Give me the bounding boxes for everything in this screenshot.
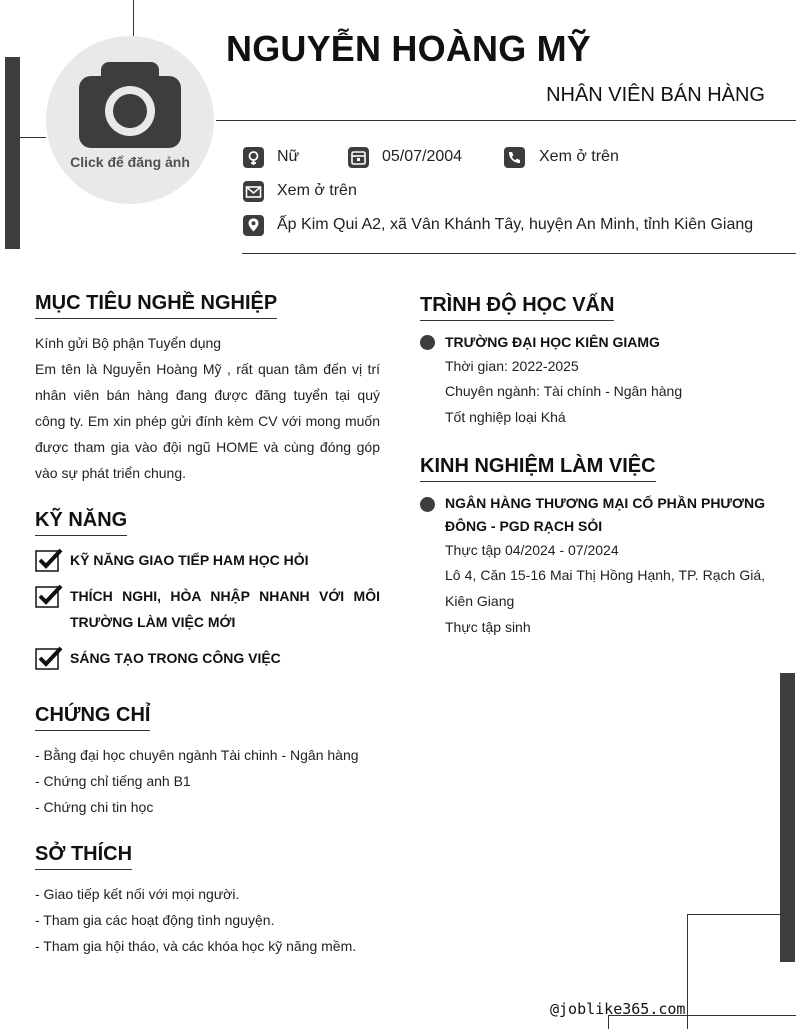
company-name: NGÂN HÀNG THƯƠNG MẠI CỐ PHẦN PHƯƠNG ĐÔNG - PGD RẠCH SỎI (445, 495, 765, 534)
location-icon (243, 215, 264, 236)
objective-greeting: Kính gửi Bộ phận Tuyển dụng (35, 335, 222, 351)
experience-heading: KINH NGHIỆM LÀM VIỆC (420, 455, 656, 482)
avatar-caption: Click để đăng ảnh (70, 154, 190, 170)
candidate-name: NGUYỄN HOÀNG MỸ (226, 28, 592, 69)
education-time: Thời gian: 2022-2025 (445, 358, 579, 374)
job-title: NHÂN VIÊN BÁN HÀNG (546, 84, 765, 106)
email-value: Xem ở trên (277, 182, 357, 199)
header-divider (216, 120, 796, 121)
phone-icon (504, 147, 525, 168)
checkbox-checked-icon (35, 548, 63, 572)
experience-role: Thực tập sinh (445, 619, 531, 635)
gender-value: Nữ (277, 148, 300, 165)
left-accent-bar (5, 57, 20, 249)
left-horizontal-line (20, 137, 46, 138)
checkbox-checked-icon (35, 646, 63, 670)
phone-value: Xem ở trên (539, 148, 619, 165)
hobby-item: - Tham gia các hoạt động tình nguyện. (35, 912, 275, 928)
certificate-item: - Bằng đại học chuyên ngành Tài chinh - Ngân hàng (35, 747, 359, 763)
address-value: Ấp Kim Qui A2, xã Vân Khánh Tây, huyện An Minh, tỉnh Kiên Giang (277, 216, 754, 233)
skill-item: SÁNG TẠO TRONG CÔNG VIỆC (70, 650, 281, 666)
bullet-icon (420, 335, 435, 350)
hobbies-heading: SỞ THÍCH (35, 843, 132, 870)
top-vertical-line (133, 0, 134, 36)
skill-item: THÍCH NGHI, HÒA NHẬP NHANH VỚI MÔI TRƯỜNG LÀM VIỆC MỚI (70, 588, 380, 630)
gender-icon (243, 147, 264, 168)
corner-line-left (687, 914, 688, 1029)
bullet-icon (420, 497, 435, 512)
education-heading: TRÌNH ĐỘ HỌC VẤN (420, 294, 614, 321)
certificate-item: - Chứng chi tin học (35, 799, 154, 815)
experience-address: Lô 4, Căn 15-16 Mai Thị Hồng Hạnh, TP. Rạch Giá, Kiên Giang (445, 567, 765, 609)
skill-item: KỸ NĂNG GIAO TIẾP HAM HỌC HỎI (70, 552, 309, 568)
certificate-item: - Chứng chỉ tiếng anh B1 (35, 773, 191, 789)
certificates-heading: CHỨNG CHỈ (35, 704, 150, 731)
right-accent-bar (780, 673, 795, 962)
contact-divider (242, 253, 796, 254)
education-rank: Tốt nghiệp loại Khá (445, 409, 566, 425)
hobby-item: - Tham gia hội tháo, và các khóa học kỹ năng mềm. (35, 938, 357, 954)
watermark: @joblike365.com (550, 1000, 686, 1018)
objective-heading: MỤC TIÊU NGHỀ NGHIỆP (35, 292, 277, 319)
camera-icon (79, 58, 181, 148)
skills-heading: KỸ NĂNG (35, 509, 127, 536)
objective-text: Em tên là Nguyễn Hoàng Mỹ , rất quan tâm đến vị trí nhân viên bán hàng đang được đăng tuyển tại quý công ty. Em xin phép gửi đính kèm CV với mong muốn được tham gia vào đội ngũ HOME và cùng đóng góp vào sự phát triển chung. (35, 361, 380, 481)
hobby-item: - Giao tiếp kết nối với mọi người. (35, 886, 240, 902)
experience-period: Thực tập 04/2024 - 07/2024 (445, 542, 619, 558)
email-icon (243, 181, 264, 202)
birthday-value: 05/07/2004 (382, 148, 463, 165)
school-name: TRƯỜNG ĐẠI HỌC KIÊN GIAMG (445, 334, 660, 350)
education-major: Chuyên ngành: Tài chính - Ngân hàng (445, 383, 683, 399)
avatar-upload[interactable] (46, 36, 214, 204)
corner-line-top (687, 914, 780, 915)
checkbox-checked-icon (35, 584, 63, 608)
calendar-icon (348, 147, 369, 168)
